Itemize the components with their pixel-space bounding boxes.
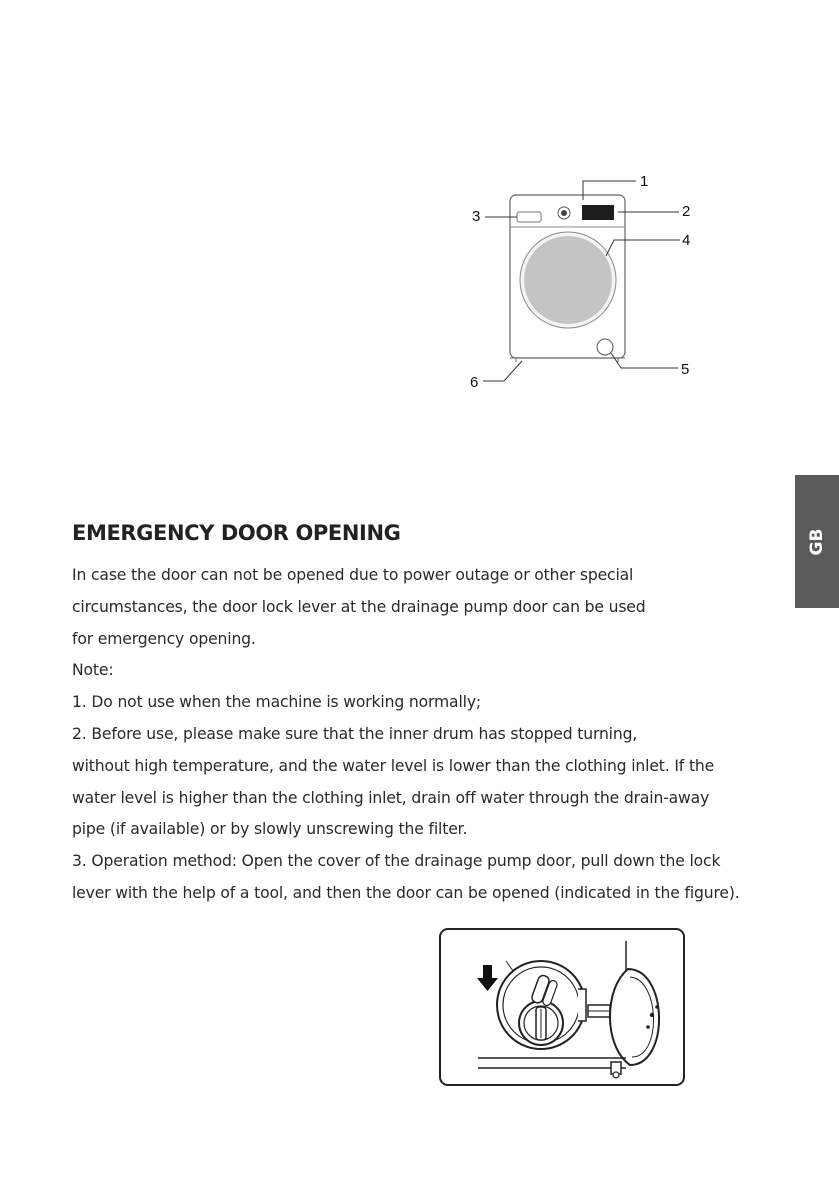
intro-line: In case the door can not be opened due to power outage or other special (72, 566, 634, 584)
section-body (72, 560, 772, 910)
note-item: without high temperature, and the water level is lower than the clothing inlet. If the (72, 756, 715, 775)
intro-line: for emergency opening. (72, 629, 256, 648)
callout-2: 2 (682, 203, 691, 220)
door-glass (524, 236, 612, 324)
note-item: 3. Operation method: Open the cover of the drainage pump door, pull down the lock (72, 852, 721, 871)
callout-1: 1 (640, 173, 649, 190)
callout-5: 5 (681, 361, 690, 378)
note-item: water level is higher than the clothing inlet, drain off water through the drain-away (72, 788, 710, 807)
language-tab (795, 475, 839, 608)
pump-door-figure (438, 925, 688, 1090)
language-tab-label: GB (807, 528, 827, 555)
note-item: 2. Before use, please make sure that the inner drum has stopped turning, (72, 724, 638, 743)
note-label: Note: (72, 661, 114, 680)
callout-6: 6 (470, 374, 479, 391)
section-heading: EMERGENCY DOOR OPENING (72, 521, 401, 545)
note-item: 1. Do not use when the machine is working normally; (72, 693, 482, 712)
washing-machine-figure (440, 160, 720, 400)
note-item: pipe (if available) or by slowly unscrewing the filter. (72, 820, 468, 839)
detergent-drawer (517, 212, 541, 222)
display-panel (582, 205, 614, 220)
intro-line: circumstances, the door lock lever at the drainage pump door can be used (72, 597, 646, 616)
note-item: lever with the help of a tool, and then the door can be opened (indicated in the figure). (72, 883, 740, 902)
callout-3: 3 (472, 208, 481, 225)
callout-4: 4 (682, 232, 691, 249)
pump-door (597, 339, 613, 355)
